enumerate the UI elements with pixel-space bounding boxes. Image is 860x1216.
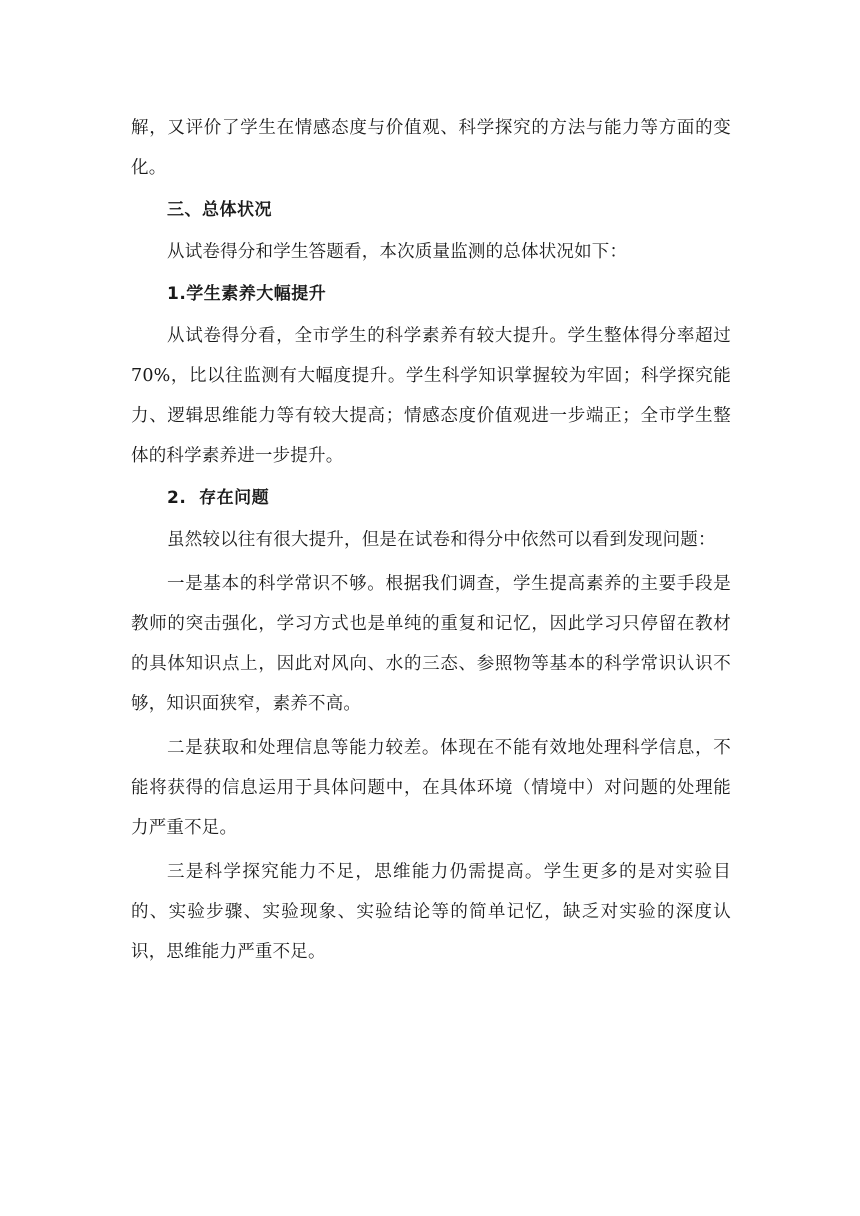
continuation-paragraph: 解，又评价了学生在情感态度与价值观、科学探究的方法与能力等方面的变化。 [131,118,731,178]
subheading-literacy-improvement: 1.学生素养大幅提升 [167,284,327,304]
literacy-improvement-paragraph: 从试卷得分看，全市学生的科学素养有较大提升。学生整体得分率超过 70%，比以往监测有大幅度提升。学生科学知识掌握较为牢固；科学探究能力、逻辑思维能力等有较大提高；情感态度价值观进一步端正；全市学生整体的科学素养进一步提升。 [131,326,731,466]
problem-three-paragraph: 三是科学探究能力不足，思维能力仍需提高。学生更多的是对实验目的、实验步骤、实验现象、实验结论等的简单记忆，缺乏对实验的深度认识，思维能力严重不足。 [131,862,731,962]
problem-two-paragraph: 二是获取和处理信息等能力较差。体现在不能有效地处理科学信息，不能将获得的信息运用于具体问题中，在具体环境（情境中）对问题的处理能力严重不足。 [131,738,731,838]
document-body [131,108,731,974]
problems-intro-paragraph: 虽然较以往有很大提升，但是在试卷和得分中依然可以看到发现问题： [167,530,716,550]
section-intro-paragraph: 从试卷得分和学生答题看，本次质量监测的总体状况如下： [167,242,628,262]
section-heading-overall-status: 三、总体状况 [167,200,272,220]
subheading-existing-problems: 2. 存在问题 [167,488,270,508]
problem-one-paragraph: 一是基本的科学常识不够。根据我们调查，学生提高素养的主要手段是教师的突击强化，学习方式也是单纯的重复和记忆，因此学习只停留在教材的具体知识点上，因此对风向、水的三态、参照物等基本的科学常识认识不够，知识面狭窄，素养不高。 [131,574,731,714]
